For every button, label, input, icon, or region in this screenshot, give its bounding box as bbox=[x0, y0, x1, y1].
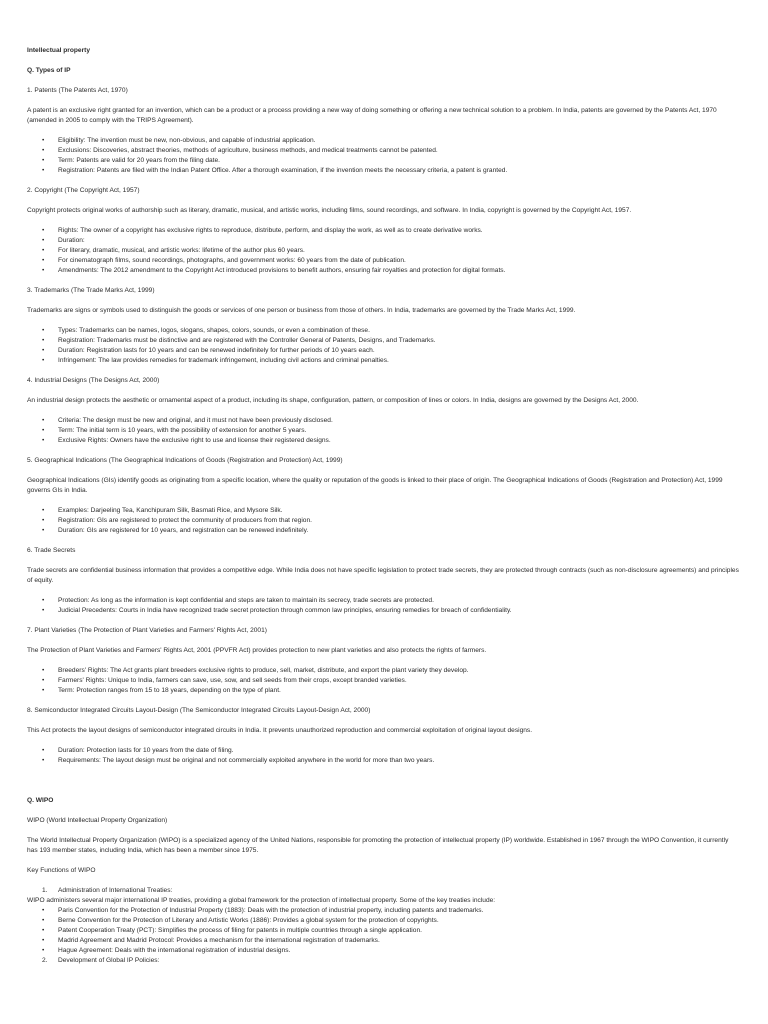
list-item: • Breeders' Rights: The Act grants plant breeders exclusive rights to produce, sell, market, distribute, and export the plant variety they develop. bbox=[27, 666, 740, 676]
list-item: • Exclusive Rights: Owners have the exclusive right to use and license their registered designs. bbox=[27, 436, 740, 446]
list-item: • Paris Convention for the Protection of Industrial Property (1883): Deals with the protection of industrial property, including patents and trademarks. bbox=[27, 906, 740, 916]
list-item: • Duration: Protection lasts for 10 years from the date of filing. bbox=[27, 746, 740, 756]
section-heading: 2. Copyright (The Copyright Act, 1957) bbox=[27, 187, 140, 194]
section-paragraph: A patent is an exclusive right granted for an invention, which can be a product or a process providing a new way of doing something or offering a new technical solution to a problem. In India, patents are governed by the Patents Act, 1970 (amended in 2005 to comply with the TRIPS Agreement). bbox=[27, 107, 717, 124]
section-paragraph: This Act protects the layout designs of semiconductor integrated circuits in India. It prevents unauthorized reproduction and commercial exploitation of original layout designs. bbox=[27, 727, 533, 734]
section-heading: WIPO (World Intellectual Property Organization) bbox=[27, 817, 168, 824]
bullet-list bbox=[27, 666, 740, 696]
list-item: • Amendments: The 2012 amendment to the Copyright Act introduced provisions to benefit authors, ensuring fair royalties and protection for digital formats. bbox=[27, 266, 740, 276]
section-paragraph: Trade secrets are confidential business information that provides a competitive edge. While India does not have specific legislation to protect trade secrets, they are protected through contracts (such as non-disclosure agreements) and principles of equity. bbox=[27, 567, 739, 584]
question-wipo: Q. WIPO bbox=[27, 797, 54, 804]
list-item: • Registration: Patents are filed with the Indian Patent Office. After a thorough examination, if the invention meets the necessary criteria, a patent is granted. bbox=[27, 166, 740, 176]
list-item: • Infringement: The law provides remedies for trademark infringement, including civil actions and criminal penalties. bbox=[27, 356, 740, 366]
question-types-of-ip: Q. Types of IP bbox=[27, 67, 71, 74]
list-item: • Duration: bbox=[27, 236, 740, 246]
section-paragraph: The Protection of Plant Varieties and Farmers' Rights Act, 2001 (PPVFR Act) provides protection to new plant varieties and also protects the rights of farmers. bbox=[27, 647, 487, 654]
numbered-item-label: Development of Global IP Policies: bbox=[58, 957, 160, 964]
section-heading: 1. Patents (The Patents Act, 1970) bbox=[27, 87, 128, 94]
list-item: • Term: Patents are valid for 20 years from the filing date. bbox=[27, 156, 740, 166]
list-item: • Madrid Agreement and Madrid Protocol: Provides a mechanism for the international registration of trademarks. bbox=[27, 936, 740, 946]
list-item: • Protection: As long as the information is kept confidential and steps are taken to maintain its secrecy, trade secrets are protected. bbox=[27, 596, 740, 606]
treaties-paragraph: WIPO administers several major international IP treaties, providing a global framework for the protection of intellectual property. Some of the key treaties include: bbox=[27, 897, 496, 904]
section-paragraph: Geographical Indications (GIs) identify goods as originating from a specific location, where the quality or reputation of the goods is linked to their place of origin. The Geographical Indications of Goods (Registration and Protection) Act, 1999 governs GIs in India. bbox=[27, 477, 723, 494]
bullet-list bbox=[27, 136, 740, 176]
list-item: • Judicial Precedents: Courts in India have recognized trade secret protection through common law principles, ensuring remedies for breach of confidentiality. bbox=[27, 606, 740, 616]
numbered-item-label: Administration of International Treaties: bbox=[58, 887, 173, 894]
list-item: • Types: Trademarks can be names, logos, slogans, shapes, colors, sounds, or even a combination of these. bbox=[27, 326, 740, 336]
list-item: • Rights: The owner of a copyright has exclusive rights to reproduce, distribute, perform, and display the work, as well as to create derivative works. bbox=[27, 226, 740, 236]
list-item: • Criteria: The design must be new and original, and it must not have been previously disclosed. bbox=[27, 416, 740, 426]
section-semiconductor bbox=[27, 706, 740, 766]
spacer bbox=[27, 776, 740, 796]
list-item: • Eligibility: The invention must be new, non-obvious, and capable of industrial application. bbox=[27, 136, 740, 146]
list-number: 2. bbox=[42, 957, 48, 964]
bullet-list bbox=[27, 746, 740, 766]
list-item: • For cinematograph films, sound recordings, photographs, and government works: 60 years from the date of publication. bbox=[27, 256, 740, 266]
section-industrial-designs bbox=[27, 376, 740, 446]
bullet-list bbox=[27, 506, 740, 536]
section-heading: 7. Plant Varieties (The Protection of Plant Varieties and Farmers' Rights Act, 2001) bbox=[27, 627, 267, 634]
section-paragraph: Trademarks are signs or symbols used to distinguish the goods or services of one person or business from those of others. In India, trademarks are governed by the Trade Marks Act, 1999. bbox=[27, 307, 576, 314]
section-heading: 6. Trade Secrets bbox=[27, 547, 76, 554]
section-heading: 8. Semiconductor Integrated Circuits Layout-Design (The Semiconductor Integrated Circuits Layout-Design Act, 2000) bbox=[27, 707, 371, 714]
list-item: • Registration: Trademarks must be distinctive and are registered with the Controller General of Patents, Designs, and Trademarks. bbox=[27, 336, 740, 346]
bullet-list bbox=[27, 596, 740, 616]
numbered-list bbox=[27, 886, 740, 896]
list-item: • Term: Protection ranges from 15 to 18 years, depending on the type of plant. bbox=[27, 686, 740, 696]
list-item: • Hague Agreement: Deals with the international registration of industrial designs. bbox=[27, 946, 740, 956]
section-copyright bbox=[27, 186, 740, 276]
list-item: • Farmers' Rights: Unique to India, farmers can save, use, sow, and sell seeds from their crops, except branded varieties. bbox=[27, 676, 740, 686]
key-functions-heading: Key Functions of WIPO bbox=[27, 867, 96, 874]
list-item: • Duration: GIs are registered for 10 years, and registration can be renewed indefinitely. bbox=[27, 526, 740, 536]
bullet-list bbox=[27, 416, 740, 446]
section-heading: 5. Geographical Indications (The Geographical Indications of Goods (Registration and Protection) Act, 1999) bbox=[27, 457, 343, 464]
list-item: • Registration: GIs are registered to protect the community of producers from that region. bbox=[27, 516, 740, 526]
list-item: • Exclusions: Discoveries, abstract theories, methods of agriculture, business methods, and medical treatments cannot be patented. bbox=[27, 146, 740, 156]
section-paragraph: An industrial design protects the aesthetic or ornamental aspect of a product, including its shape, configuration, pattern, or composition of lines or colors. In India, designs are governed by the Designs Act, 2000. bbox=[27, 397, 639, 404]
section-wipo bbox=[27, 816, 740, 966]
section-paragraph: Copyright protects original works of authorship such as literary, dramatic, musical, and artistic works, including films, sound recordings, and software. In India, copyright is governed by the Copyright Act, 1957. bbox=[27, 207, 632, 214]
list-item: • For literary, dramatic, musical, and artistic works: lifetime of the author plus 60 years. bbox=[27, 246, 740, 256]
list-number: 1. bbox=[42, 887, 48, 894]
section-patents bbox=[27, 86, 740, 176]
numbered-list bbox=[27, 956, 740, 966]
bullet-list bbox=[27, 226, 740, 276]
list-item: • Patent Cooperation Treaty (PCT): Simplifies the process of filing for patents in multiple countries through a single application. bbox=[27, 926, 740, 936]
section-heading: 4. Industrial Designs (The Designs Act, 2000) bbox=[27, 377, 160, 384]
document-title: Intellectual property bbox=[27, 47, 91, 54]
section-heading: 3. Trademarks (The Trade Marks Act, 1999) bbox=[27, 287, 155, 294]
section-paragraph: The World Intellectual Property Organization (WIPO) is a specialized agency of the United Nations, responsible for promoting the protection of intellectual property (IP) worldwide. Established in 1967 through the WIPO Convention, it currently has 193 member states, including India, which has been a member since 1975. bbox=[27, 837, 729, 854]
section-trade-secrets bbox=[27, 546, 740, 616]
list-item: • Duration: Registration lasts for 10 years and can be renewed indefinitely for further periods of 10 years each. bbox=[27, 346, 740, 356]
list-item: • Requirements: The layout design must be original and not commercially exploited anywhere in the world for more than two years. bbox=[27, 756, 740, 766]
list-item: • Berne Convention for the Protection of Literary and Artistic Works (1886): Provides a global system for the protection of copyrights. bbox=[27, 916, 740, 926]
section-trademarks bbox=[27, 286, 740, 366]
section-geographical-indications bbox=[27, 456, 740, 536]
numbered-item bbox=[27, 886, 740, 896]
list-item: • Term: The initial term is 10 years, with the possibility of extension for another 5 years. bbox=[27, 426, 740, 436]
list-item: • Examples: Darjeeling Tea, Kanchipuram Silk, Basmati Rice, and Mysore Silk. bbox=[27, 506, 740, 516]
bullet-list bbox=[27, 326, 740, 366]
section-plant-varieties bbox=[27, 626, 740, 696]
numbered-item bbox=[27, 956, 740, 966]
treaty-list bbox=[27, 906, 740, 956]
